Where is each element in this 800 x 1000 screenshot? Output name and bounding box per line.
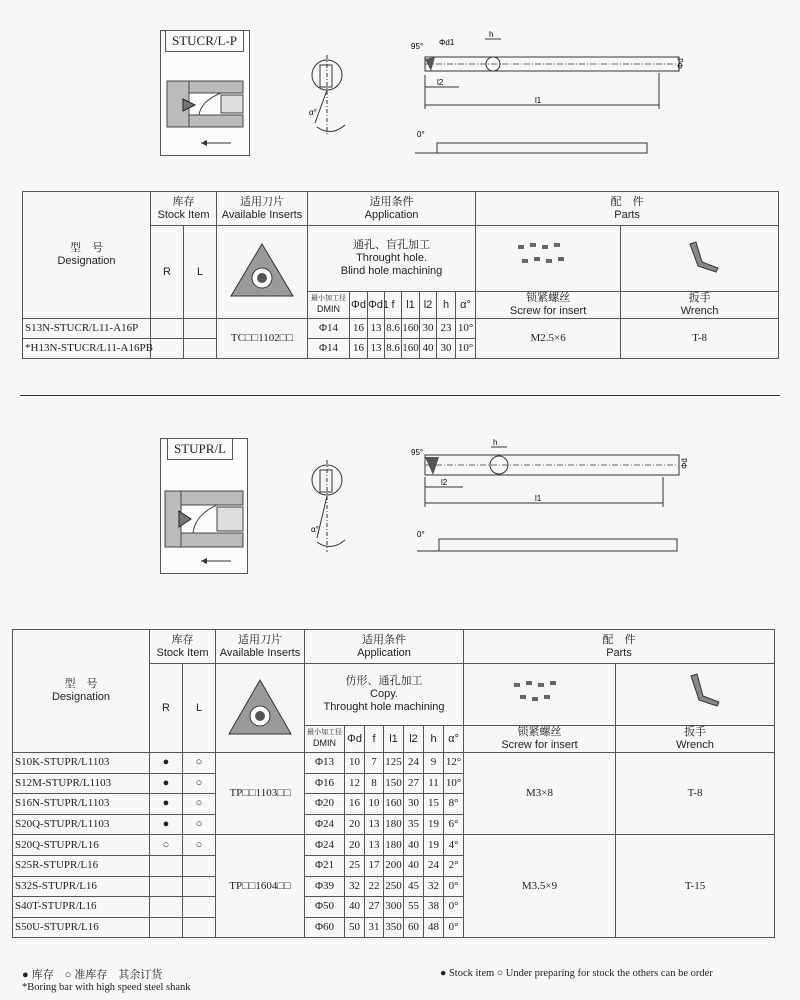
app-desc-cn: 通孔、盲孔加工	[353, 239, 431, 251]
parts-en: Parts	[614, 208, 640, 221]
stupr-holder-sketch	[161, 439, 247, 573]
alpha-cell: 10°	[456, 339, 476, 359]
wrench-cn: 扳手	[684, 726, 707, 738]
stupr-95-label: 95°	[411, 448, 424, 457]
stupr-col-f: f	[365, 726, 384, 753]
l1-cell: 180	[384, 814, 404, 835]
d-cell: 12	[345, 773, 365, 794]
app-desc-en2: Throught hole machining	[323, 701, 445, 713]
r-cell: ○	[150, 835, 183, 856]
screws-icon	[500, 673, 580, 713]
stupr-dmin-header	[305, 726, 345, 753]
stupr-r-header: R	[150, 664, 183, 753]
d-cell: 50	[345, 917, 365, 938]
d-cell: 16	[350, 339, 368, 359]
insert-cell: TP□□1604□□	[216, 835, 305, 938]
insert-cell: TC□□1102□□	[217, 319, 308, 359]
app-desc-en2: Blind hole machining	[340, 265, 443, 277]
stupr-app-desc	[305, 664, 464, 726]
stupr-stock-header	[150, 630, 216, 664]
l2-cell: 30	[404, 794, 424, 815]
alpha-cell: 0°	[444, 876, 464, 897]
stucr-l2-label: l2	[437, 78, 444, 87]
dmin-cell: Φ50	[305, 897, 345, 918]
designation-cell: S13N-STUCR/L11-A16P	[23, 319, 151, 339]
stupr-l2-label: l2	[441, 478, 448, 487]
stupr-h-label: h	[493, 438, 498, 447]
wrench-icon	[660, 234, 740, 280]
f-cell: 7	[365, 753, 384, 774]
triangle-insert-icon	[225, 674, 295, 738]
d-cell: 16	[345, 794, 365, 815]
stucr-designation-header	[23, 192, 151, 319]
stucr-col-h: h	[437, 292, 456, 319]
stupr-top-view	[305, 452, 350, 562]
screw-cell: M3.5×9	[464, 835, 616, 938]
inserts-en: Available Inserts	[219, 646, 301, 659]
h-cell: 38	[424, 897, 444, 918]
screw-cn: 锁紧螺丝	[517, 726, 562, 738]
app-en: Application	[364, 208, 419, 221]
screws-icon	[508, 237, 588, 277]
l-cell: ○	[183, 814, 216, 835]
stucr-holder-sketch	[161, 31, 249, 155]
d-cell: 32	[345, 876, 365, 897]
l-cell	[184, 339, 217, 359]
l2-cell: 40	[420, 339, 437, 359]
h-cell: 19	[424, 835, 444, 856]
stucr-0-label: 0°	[417, 130, 425, 139]
stupr-wrench-image	[616, 664, 775, 726]
d-cell: 10	[345, 753, 365, 774]
stucr-stock-header	[151, 192, 217, 226]
table-row	[23, 319, 779, 339]
dmin-cell: Φ14	[308, 319, 350, 339]
stucr-d-label: Φd	[676, 58, 685, 69]
alpha-cell: 0°	[444, 897, 464, 918]
app-desc-cn: 仿形、通孔加工	[345, 675, 423, 687]
stucr-insert-image	[217, 226, 308, 319]
designation-en: Designation	[51, 691, 111, 703]
d-cell: 20	[345, 835, 365, 856]
designation-cn: 型 号	[64, 678, 98, 690]
designation-cell: S40T-STUPR/L16	[13, 897, 150, 918]
stupr-parts-header	[464, 630, 775, 664]
dmin-cell: Φ60	[305, 917, 345, 938]
h-cell: 23	[437, 319, 456, 339]
designation-en: Designation	[57, 255, 116, 267]
designation-cell: S32S-STUPR/L16	[13, 876, 150, 897]
dmin-cell: Φ39	[305, 876, 345, 897]
d1-cell: 13	[368, 319, 385, 339]
stupr-screw-image	[464, 664, 616, 726]
inserts-en: Available Inserts	[221, 208, 303, 221]
l-cell: ○	[183, 753, 216, 774]
dmin-cell: Φ21	[305, 855, 345, 876]
stupr-col-d: Φd	[345, 726, 365, 753]
stupr-col-alpha: α°	[444, 726, 464, 753]
app-desc-en1: Copy.	[370, 688, 398, 700]
r-cell	[150, 917, 183, 938]
dmin-cell: Φ14	[308, 339, 350, 359]
stucr-l1-label: l1	[535, 96, 542, 105]
legend-cn: ● 库存 ○ 准库存 其余订货	[22, 969, 163, 981]
screw-cell: M3×8	[464, 753, 616, 835]
designation-cell: S10K-STUPR/L1103	[13, 753, 150, 774]
r-cell	[150, 855, 183, 876]
stock-cn: 库存	[171, 633, 194, 646]
stucr-app-desc	[308, 226, 476, 292]
inserts-cn: 适用刀片	[240, 195, 284, 208]
stucr-wrench-image	[621, 226, 779, 292]
stupr-title: STUPR/L	[167, 439, 233, 460]
l2-cell: 40	[404, 835, 424, 856]
h-cell: 48	[424, 917, 444, 938]
r-cell: ●	[150, 814, 183, 835]
app-desc-en1: Throught hole.	[356, 252, 427, 264]
stucr-dmin-header	[308, 292, 350, 319]
parts-en: Parts	[606, 646, 632, 659]
stupr-spec-table	[12, 629, 775, 938]
dmin-label: DMIN	[313, 737, 336, 748]
d-cell: 25	[345, 855, 365, 876]
stucr-title: STUCR/L-P	[165, 31, 244, 52]
app-cn: 适用条件	[362, 633, 407, 646]
l-cell: ○	[183, 794, 216, 815]
stupr-screw-header	[464, 726, 616, 753]
l-cell	[183, 897, 216, 918]
wrench-icon	[655, 670, 735, 716]
stupr-designation-header	[13, 630, 150, 753]
dmin-cell: Φ24	[305, 814, 345, 835]
alpha-cell: 8°	[444, 794, 464, 815]
wrench-cell: T-15	[616, 835, 775, 938]
table-row	[13, 753, 775, 774]
stupr-drawing-box	[160, 438, 248, 574]
d-cell: 20	[345, 814, 365, 835]
dmin-cell: Φ24	[305, 835, 345, 856]
stupr-col-h: h	[424, 726, 444, 753]
l1-cell: 160	[402, 339, 420, 359]
app-cn: 适用条件	[369, 195, 414, 208]
r-cell: ●	[150, 753, 183, 774]
table-row	[13, 835, 775, 856]
stucr-col-alpha: α°	[456, 292, 476, 319]
alpha-cell: 12°	[444, 753, 464, 774]
stupr-wrench-header	[616, 726, 775, 753]
h-cell: 15	[424, 794, 444, 815]
h-cell: 11	[424, 773, 444, 794]
f-cell: 31	[365, 917, 384, 938]
designation-cell: S50U-STUPR/L16	[13, 917, 150, 938]
f-cell: 13	[365, 814, 384, 835]
designation-cell: S20Q-STUPR/L1103	[13, 814, 150, 835]
stucr-parts-header	[476, 192, 779, 226]
screw-en: Screw for insert	[509, 305, 587, 317]
stucr-95-label: 95°	[411, 42, 424, 51]
alpha-cell: 10°	[444, 773, 464, 794]
dmin-cn: 最小加工径	[311, 294, 346, 302]
dmin-cell: Φ13	[305, 753, 345, 774]
d-cell: 16	[350, 319, 368, 339]
dmin-cell: Φ16	[305, 773, 345, 794]
stupr-0-label: 0°	[417, 530, 425, 539]
dmin-cell: Φ20	[305, 794, 345, 815]
l-cell: ○	[183, 835, 216, 856]
alpha-cell: 2°	[444, 855, 464, 876]
stupr-insert-image	[216, 664, 305, 753]
l2-cell: 35	[404, 814, 424, 835]
stupr-d-label: Φd	[680, 458, 689, 469]
parts-cn: 配 件	[610, 195, 644, 208]
stucr-col-f: f	[385, 292, 402, 319]
l2-cell: 60	[404, 917, 424, 938]
f-cell: 10	[365, 794, 384, 815]
footer-note: *Boring bar with high speed steel shank	[22, 982, 191, 993]
wrench-en: Wrench	[676, 739, 714, 751]
stupr-application-header	[305, 630, 464, 664]
l1-cell: 160	[384, 794, 404, 815]
stucr-inserts-header	[217, 192, 308, 226]
screw-en: Screw for insert	[501, 739, 578, 751]
stupr-l-header: L	[183, 664, 216, 753]
l1-cell: 180	[384, 835, 404, 856]
inserts-cn: 适用刀片	[238, 633, 282, 646]
alpha-cell: 10°	[456, 319, 476, 339]
l1-cell: 200	[384, 855, 404, 876]
stock-en: Stock Item	[157, 208, 210, 221]
dmin-label: DMIN	[317, 303, 340, 314]
l-cell	[183, 917, 216, 938]
stucr-screw-header	[476, 292, 621, 319]
designation-cell: S25R-STUPR/L16	[13, 855, 150, 876]
stucr-spec-table	[22, 191, 779, 359]
r-cell	[150, 876, 183, 897]
triangle-insert-icon	[227, 240, 297, 300]
r-cell	[150, 897, 183, 918]
designation-cell: *H13N-STUCR/L11-A16PB	[23, 339, 151, 359]
stupr-bar-drawing	[395, 435, 695, 565]
stucr-screw-image	[476, 226, 621, 292]
l1-cell: 125	[384, 753, 404, 774]
stucr-col-d1: Φd1	[368, 292, 385, 319]
stucr-drawing-box	[160, 30, 250, 156]
l1-cell: 250	[384, 876, 404, 897]
designation-cell: S12M-STUPR/L1103	[13, 773, 150, 794]
dmin-cn: 最小加工径	[307, 728, 342, 736]
l1-cell: 300	[384, 897, 404, 918]
stucr-h-label: h	[489, 30, 494, 39]
stucr-alpha-label: α°	[309, 108, 317, 117]
l2-cell: 24	[404, 753, 424, 774]
l1-cell: 160	[402, 319, 420, 339]
l1-cell: 150	[384, 773, 404, 794]
legend-en: ● Stock item ○ Under preparing for stock the others can be order	[440, 968, 713, 979]
f-cell: 13	[365, 835, 384, 856]
stucr-l-header: L	[184, 226, 217, 319]
r-cell: ●	[150, 773, 183, 794]
f-cell: 27	[365, 897, 384, 918]
l-cell	[184, 319, 217, 339]
stupr-col-l2: l2	[404, 726, 424, 753]
screw-cn: 锁紧螺丝	[526, 292, 571, 304]
stucr-bar-drawing	[395, 25, 695, 160]
stucr-col-l2: l2	[420, 292, 437, 319]
alpha-cell: 6°	[444, 814, 464, 835]
f-cell: 8	[365, 773, 384, 794]
f-cell: 8.6	[385, 339, 402, 359]
stucr-top-view	[305, 45, 350, 145]
parts-cn: 配 件	[602, 633, 636, 646]
stucr-col-d: Φd	[350, 292, 368, 319]
stucr-d1-label: Φd1	[439, 38, 455, 47]
l2-cell: 40	[404, 855, 424, 876]
f-cell: 8.6	[385, 319, 402, 339]
h-cell: 30	[437, 339, 456, 359]
h-cell: 9	[424, 753, 444, 774]
l2-cell: 27	[404, 773, 424, 794]
r-cell	[151, 319, 184, 339]
l2-cell: 45	[404, 876, 424, 897]
designation-cell: S20Q-STUPR/L16	[13, 835, 150, 856]
r-cell: ●	[150, 794, 183, 815]
wrench-cell: T-8	[616, 753, 775, 835]
l-cell	[183, 855, 216, 876]
h-cell: 19	[424, 814, 444, 835]
insert-cell: TP□□1103□□	[216, 753, 305, 835]
stupr-l1-label: l1	[535, 494, 542, 503]
wrench-cell: T-8	[621, 319, 779, 359]
f-cell: 17	[365, 855, 384, 876]
stupr-col-l1: l1	[384, 726, 404, 753]
h-cell: 24	[424, 855, 444, 876]
stock-en: Stock Item	[156, 646, 209, 659]
alpha-cell: 0°	[444, 917, 464, 938]
f-cell: 22	[365, 876, 384, 897]
stock-cn: 库存	[172, 195, 195, 208]
l-cell	[183, 876, 216, 897]
section-divider	[20, 395, 780, 396]
designation-cn: 型 号	[70, 242, 103, 254]
app-en: Application	[357, 646, 411, 659]
stupr-inserts-header	[216, 630, 305, 664]
stucr-col-l1: l1	[402, 292, 420, 319]
stucr-wrench-header	[621, 292, 779, 319]
d1-cell: 13	[368, 339, 385, 359]
wrench-en: Wrench	[680, 305, 719, 317]
r-cell	[151, 339, 184, 359]
stupr-alpha-label: α°	[311, 525, 319, 534]
stucr-r-header: R	[151, 226, 184, 319]
stucr-application-header	[308, 192, 476, 226]
l2-cell: 30	[420, 319, 437, 339]
d-cell: 40	[345, 897, 365, 918]
wrench-cn: 扳手	[688, 292, 711, 304]
designation-cell: S16N-STUPR/L1103	[13, 794, 150, 815]
l-cell: ○	[183, 773, 216, 794]
l1-cell: 350	[384, 917, 404, 938]
h-cell: 32	[424, 876, 444, 897]
l2-cell: 55	[404, 897, 424, 918]
screw-cell: M2.5×6	[476, 319, 621, 359]
alpha-cell: 4°	[444, 835, 464, 856]
